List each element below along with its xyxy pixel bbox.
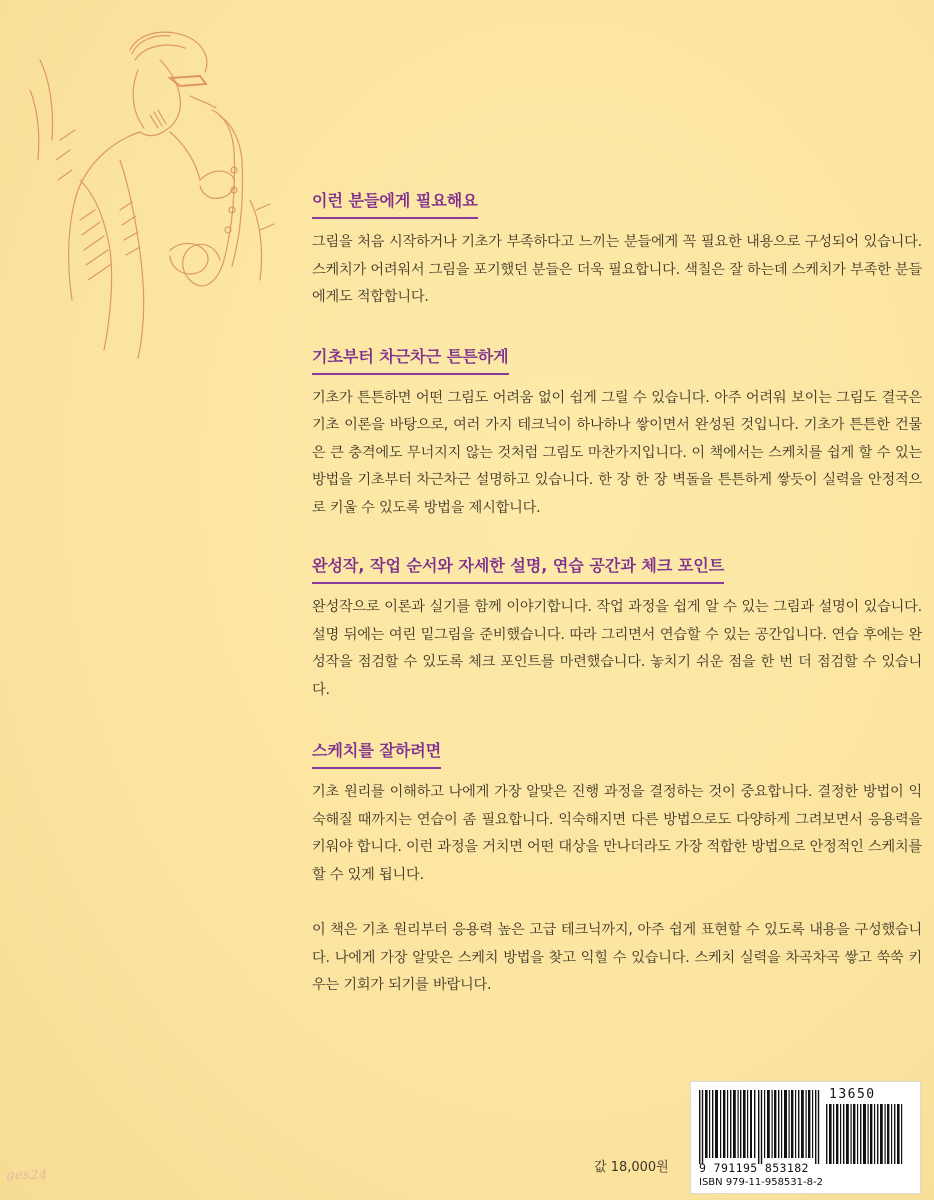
- saxophone-player-illustration: [20, 20, 320, 360]
- section-target-readers: [312, 190, 922, 312]
- publisher-stamp: ges24: [6, 1168, 48, 1183]
- barcode-bars: [699, 1090, 821, 1164]
- section-body: 기초 원리를 이해하고 나에게 가장 알맞은 진행 과정을 결정하는 것이 중요합니다. 결정한 방법이 익숙해질 때까지는 연습이 좀 필요합니다. 익숙해지면 다른 방법으로도 다양하게 그려보면서 응용력을 키워야 합니다. 이런 과정을 거치면 어떤 대상을 만나더라도 가장 적합한 방법으로 안정적인 스케치를 할 수 있게 됩니다.: [312, 784, 922, 883]
- section-heading: 기초부터 차근차근 튼튼하게: [312, 346, 509, 375]
- price-label: 값 18,000원: [594, 1160, 669, 1175]
- description-text: [312, 190, 922, 1000]
- section-book-features: [312, 555, 922, 704]
- section-heading: 완성작, 작업 순서와 자세한 설명, 연습 공간과 체크 포인트: [312, 555, 724, 584]
- ean-number: 9 791195 853182: [699, 1161, 809, 1175]
- isbn-barcode: [690, 1081, 921, 1194]
- section-body: 그림을 처음 시작하거나 기초가 부족하다고 느끼는 분들에게 꼭 필요한 내용으로 구성되어 있습니다. 스케치가 어려워서 그림을 포기했던 분들은 더욱 필요합니다. 색칠은 잘 하는데 스케치가 부족한 분들에게도 적합합니다.: [312, 234, 922, 305]
- addon-barcode-bars: [826, 1104, 906, 1164]
- section-body: 기초가 튼튼하면 어떤 그림도 어려움 없이 쉽게 그릴 수 있습니다. 아주 어려워 보이는 그림도 결국은 기초 이론을 바탕으로, 여러 가지 테크닉이 하나하나 쌓이면서 완성된 것입니다. 기초가 튼튼한 건물은 큰 충격에도 무너지지 않는 것처럼 그림도 마찬가지입니다. 이 책에서는 스케치를 쉽게 할 수 있는 방법을 기초부터 차근차근 설명하고 있습니다. 한 장 한 장 벽돌을 튼튼하게 쌓듯이 실력을 안정적으로 키울 수 있도록 방법을 제시합니다.: [312, 389, 922, 516]
- section-body: 완성작으로 이론과 실기를 함께 이야기합니다. 작업 과정을 쉽게 알 수 있는 그림과 설명이 있습니다. 설명 뒤에는 여린 밑그림을 준비했습니다. 따라 그리면서 연습할 수 있는 공간입니다. 연습 후에는 완성작을 점검할 수 있도록 체크 포인트를 마련했습니다. 놓치기 쉬운 점을 한 번 더 점검할 수 있습니다.: [312, 599, 922, 698]
- section-heading: 스케치를 잘하려면: [312, 740, 441, 769]
- addon-number: 13650: [829, 1087, 876, 1102]
- section-sketch-tips: [312, 740, 922, 889]
- section-heading: 이런 분들에게 필요해요: [312, 190, 478, 219]
- section-fundamentals: [312, 346, 922, 523]
- closing-paragraph: 이 책은 기초 원리부터 응용력 높은 고급 테크닉까지, 아주 쉽게 표현할 수 있도록 내용을 구성했습니다. 나에게 가장 알맞은 스케치 방법을 찾고 익힐 수 있습니다. 스케치 실력을 차곡차곡 쌓고 쑥쑥 키우는 기회가 되기를 바랍니다.: [312, 922, 922, 993]
- isbn-number: ISBN 979-11-958531-8-2: [699, 1177, 823, 1188]
